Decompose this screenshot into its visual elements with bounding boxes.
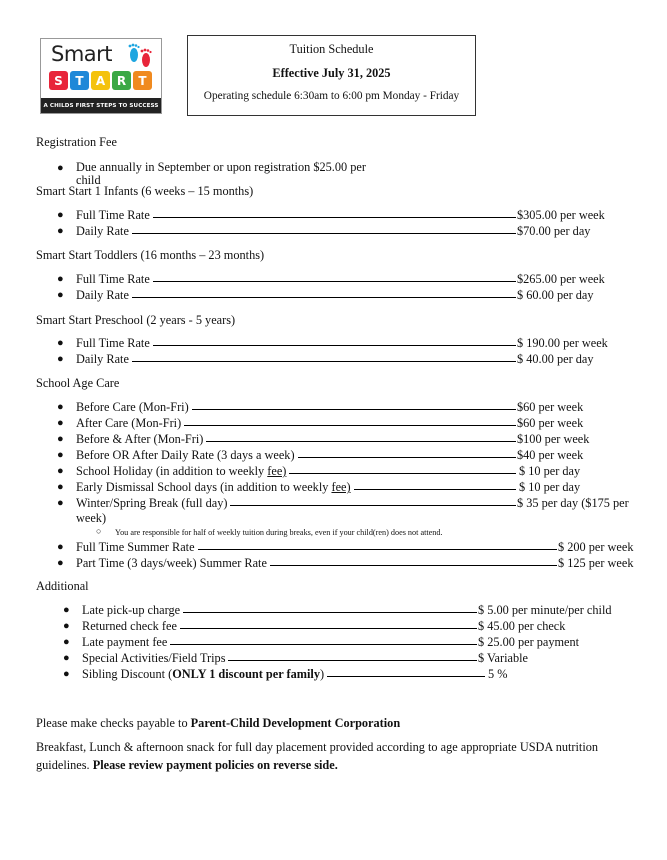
rate-label: Before & After (Mon-Fri) [76, 432, 204, 446]
rate-value: 5 % [488, 667, 508, 681]
rate-value: $ 5.00 per minute/per child [478, 603, 612, 617]
rate-value: $ 60.00 per day [517, 288, 594, 302]
bullet-icon: ● [57, 337, 64, 349]
bullet-icon: ● [63, 620, 70, 632]
rate-value: $ 190.00 per week [517, 336, 608, 350]
logo-letter-blocks [49, 71, 152, 90]
rate-row [63, 603, 642, 619]
logo-wordmark: Smart [51, 42, 113, 66]
rate-value: $ 25.00 per payment [478, 635, 580, 649]
rate-row [57, 224, 606, 240]
school-age-title: School Age Care [36, 376, 120, 390]
logo-block-s: S [49, 71, 68, 90]
bullet-icon: ● [57, 449, 64, 461]
bullet-icon: ● [63, 636, 70, 648]
bullet-icon: ● [57, 497, 64, 509]
rate-label-text: Early Dismissal School days (in addition to weekly [76, 480, 332, 494]
rate-row [63, 651, 642, 667]
rate-value: $305.00 per week [517, 208, 605, 222]
bullet-icon: ● [57, 433, 64, 445]
rate-label: Late payment fee [82, 635, 168, 649]
hollow-bullet-icon: ○ [96, 526, 102, 536]
rate-label: Late pick-up charge [82, 603, 181, 617]
rate-label-underlined: fee) [267, 464, 287, 478]
rate-value: $265.00 per week [517, 272, 605, 286]
rate-row [57, 336, 611, 352]
rate-row [57, 464, 606, 480]
rate-label-text: School Holiday (in addition to weekly [76, 464, 268, 478]
rate-value: $ 200 per week [558, 540, 634, 554]
rate-label: Part Time (3 days/week) Summer Rate [76, 556, 267, 570]
logo-block-t2: T [133, 71, 152, 90]
operating-hours: Operating schedule 6:30am to 6:00 pm Monday - Friday [203, 90, 460, 102]
bullet-icon: ● [57, 481, 64, 493]
leader-line [183, 603, 477, 613]
registration-line-2: child [76, 173, 101, 187]
rate-value: $ 10 per day [519, 480, 581, 494]
rate-label: Full Time Summer Rate [76, 540, 195, 554]
rate-label-text: Sibling Discount ( [82, 667, 173, 681]
meals-line-2-text: guidelines. [36, 758, 93, 772]
bullet-icon: ● [63, 604, 70, 616]
rate-label: Winter/Spring Break (full day) [76, 496, 228, 510]
review-policies-note: Please review payment policies on reverse side. [92, 758, 338, 772]
rate-row [57, 556, 634, 572]
rate-row [57, 448, 606, 464]
rate-value: $60 per week [517, 400, 584, 414]
leader-line [132, 352, 516, 362]
header-box [187, 35, 476, 116]
rate-value: $ 45.00 per check [478, 619, 566, 633]
rate-value: $100 per week [517, 432, 590, 446]
logo-block-t: T [70, 71, 89, 90]
rate-row [57, 480, 606, 496]
bullet-icon: ● [57, 289, 64, 301]
rate-row [57, 272, 606, 288]
rate-row [63, 667, 642, 683]
rate-label: After Care (Mon-Fri) [76, 416, 182, 430]
leader-line [270, 556, 557, 566]
breaks-note: You are responsible for half of weekly tuition during breaks, even if your child(ren) does not attend. [115, 528, 443, 537]
bullet-icon: ● [57, 209, 64, 221]
rate-value: $ 125 per week [558, 556, 634, 570]
checks-payee: Parent-Child Development Corporation [190, 716, 401, 730]
bullet-icon: ● [57, 417, 64, 429]
bullet-icon: ● [63, 668, 70, 680]
leader-line [298, 448, 516, 458]
rate-row [57, 496, 631, 512]
rate-label: Daily Rate [76, 288, 129, 302]
checks-payable-note [36, 714, 400, 732]
rate-label: Before Care (Mon-Fri) [76, 400, 189, 414]
rate-label: Daily Rate [76, 352, 129, 366]
bullet-icon: ● [57, 353, 64, 365]
leader-line [153, 272, 516, 282]
meals-line-2 [36, 756, 636, 774]
checks-prefix: Please make checks payable to [36, 716, 191, 730]
preschool-title: Smart Start Preschool (2 years - 5 years) [36, 313, 236, 327]
rate-label: Full Time Rate [76, 208, 150, 222]
rate-label-end: ) [320, 667, 325, 681]
leader-line [206, 432, 516, 442]
rate-row [57, 208, 606, 224]
rate-row [57, 400, 606, 416]
bullet-icon: ● [57, 273, 64, 285]
leader-line [354, 480, 516, 490]
meals-note [36, 738, 636, 774]
logo-block-a: A [91, 71, 110, 90]
document-title: Tuition Schedule [289, 42, 374, 56]
leader-line [170, 635, 477, 645]
rate-label: Full Time Rate [76, 272, 150, 286]
leader-line [184, 416, 516, 426]
leader-line [228, 651, 477, 661]
bullet-icon: ● [57, 225, 64, 237]
smart-start-logo [40, 38, 162, 114]
leader-line [153, 336, 516, 346]
rate-label [82, 667, 324, 682]
rate-label: Full Time Rate [76, 336, 150, 350]
rate-row [57, 432, 606, 448]
rate-label-bold: ONLY 1 discount per family [172, 667, 320, 681]
rate-value: $70.00 per day [517, 224, 591, 238]
rate-label: Daily Rate [76, 224, 129, 238]
rate-row [57, 352, 611, 368]
rate-row [57, 540, 634, 556]
bullet-icon: ● [63, 652, 70, 664]
bullet-icon: ● [57, 162, 64, 174]
rate-value: $ 40.00 per day [517, 352, 594, 366]
rate-value: $ 35 per day ($175 per [517, 496, 629, 510]
footprints-icon [125, 43, 155, 71]
rate-value-wrap: week) [76, 511, 107, 525]
infants-title: Smart Start 1 Infants (6 weeks – 15 months) [36, 184, 254, 198]
rate-label [76, 480, 351, 495]
rate-label: Special Activities/Field Trips [82, 651, 226, 665]
rate-label: Before OR After Daily Rate (3 days a week) [76, 448, 295, 462]
bullet-icon: ● [57, 557, 64, 569]
additional-title: Additional [36, 579, 89, 593]
rate-row [57, 416, 606, 432]
leader-line [132, 224, 516, 234]
bullet-icon: ● [57, 465, 64, 477]
registration-line-1: Due annually in September or upon registration $25.00 per [76, 160, 366, 174]
rate-value: $60 per week [517, 416, 584, 430]
toddlers-title: Smart Start Toddlers (16 months – 23 months) [36, 248, 265, 262]
rate-row [63, 619, 642, 635]
bullet-icon: ● [57, 401, 64, 413]
leader-line [327, 667, 485, 677]
logo-tagline: A CHILDS FIRST STEPS TO SUCCESS [41, 98, 161, 113]
rate-row [57, 288, 606, 304]
registration-title: Registration Fee [36, 135, 117, 149]
rate-label [76, 464, 286, 479]
logo-block-r: R [112, 71, 131, 90]
rate-row [63, 635, 642, 651]
leader-line [192, 400, 516, 410]
rate-value: $40 per week [517, 448, 584, 462]
meals-line-1: Breakfast, Lunch & afternoon snack for full day placement provided according to age appropriate USDA nutrition [36, 740, 599, 754]
leader-line [230, 496, 516, 506]
rate-value: $ 10 per day [519, 464, 581, 478]
rate-value: $ Variable [478, 651, 528, 665]
leader-line [132, 288, 516, 298]
leader-line [198, 540, 557, 550]
leader-line [180, 619, 477, 629]
rate-label-underlined: fee) [331, 480, 351, 494]
leader-line [289, 464, 516, 474]
effective-date: Effective July 31, 2025 [272, 66, 391, 80]
leader-line [153, 208, 516, 218]
bullet-icon: ● [57, 541, 64, 553]
rate-label: Returned check fee [82, 619, 177, 633]
